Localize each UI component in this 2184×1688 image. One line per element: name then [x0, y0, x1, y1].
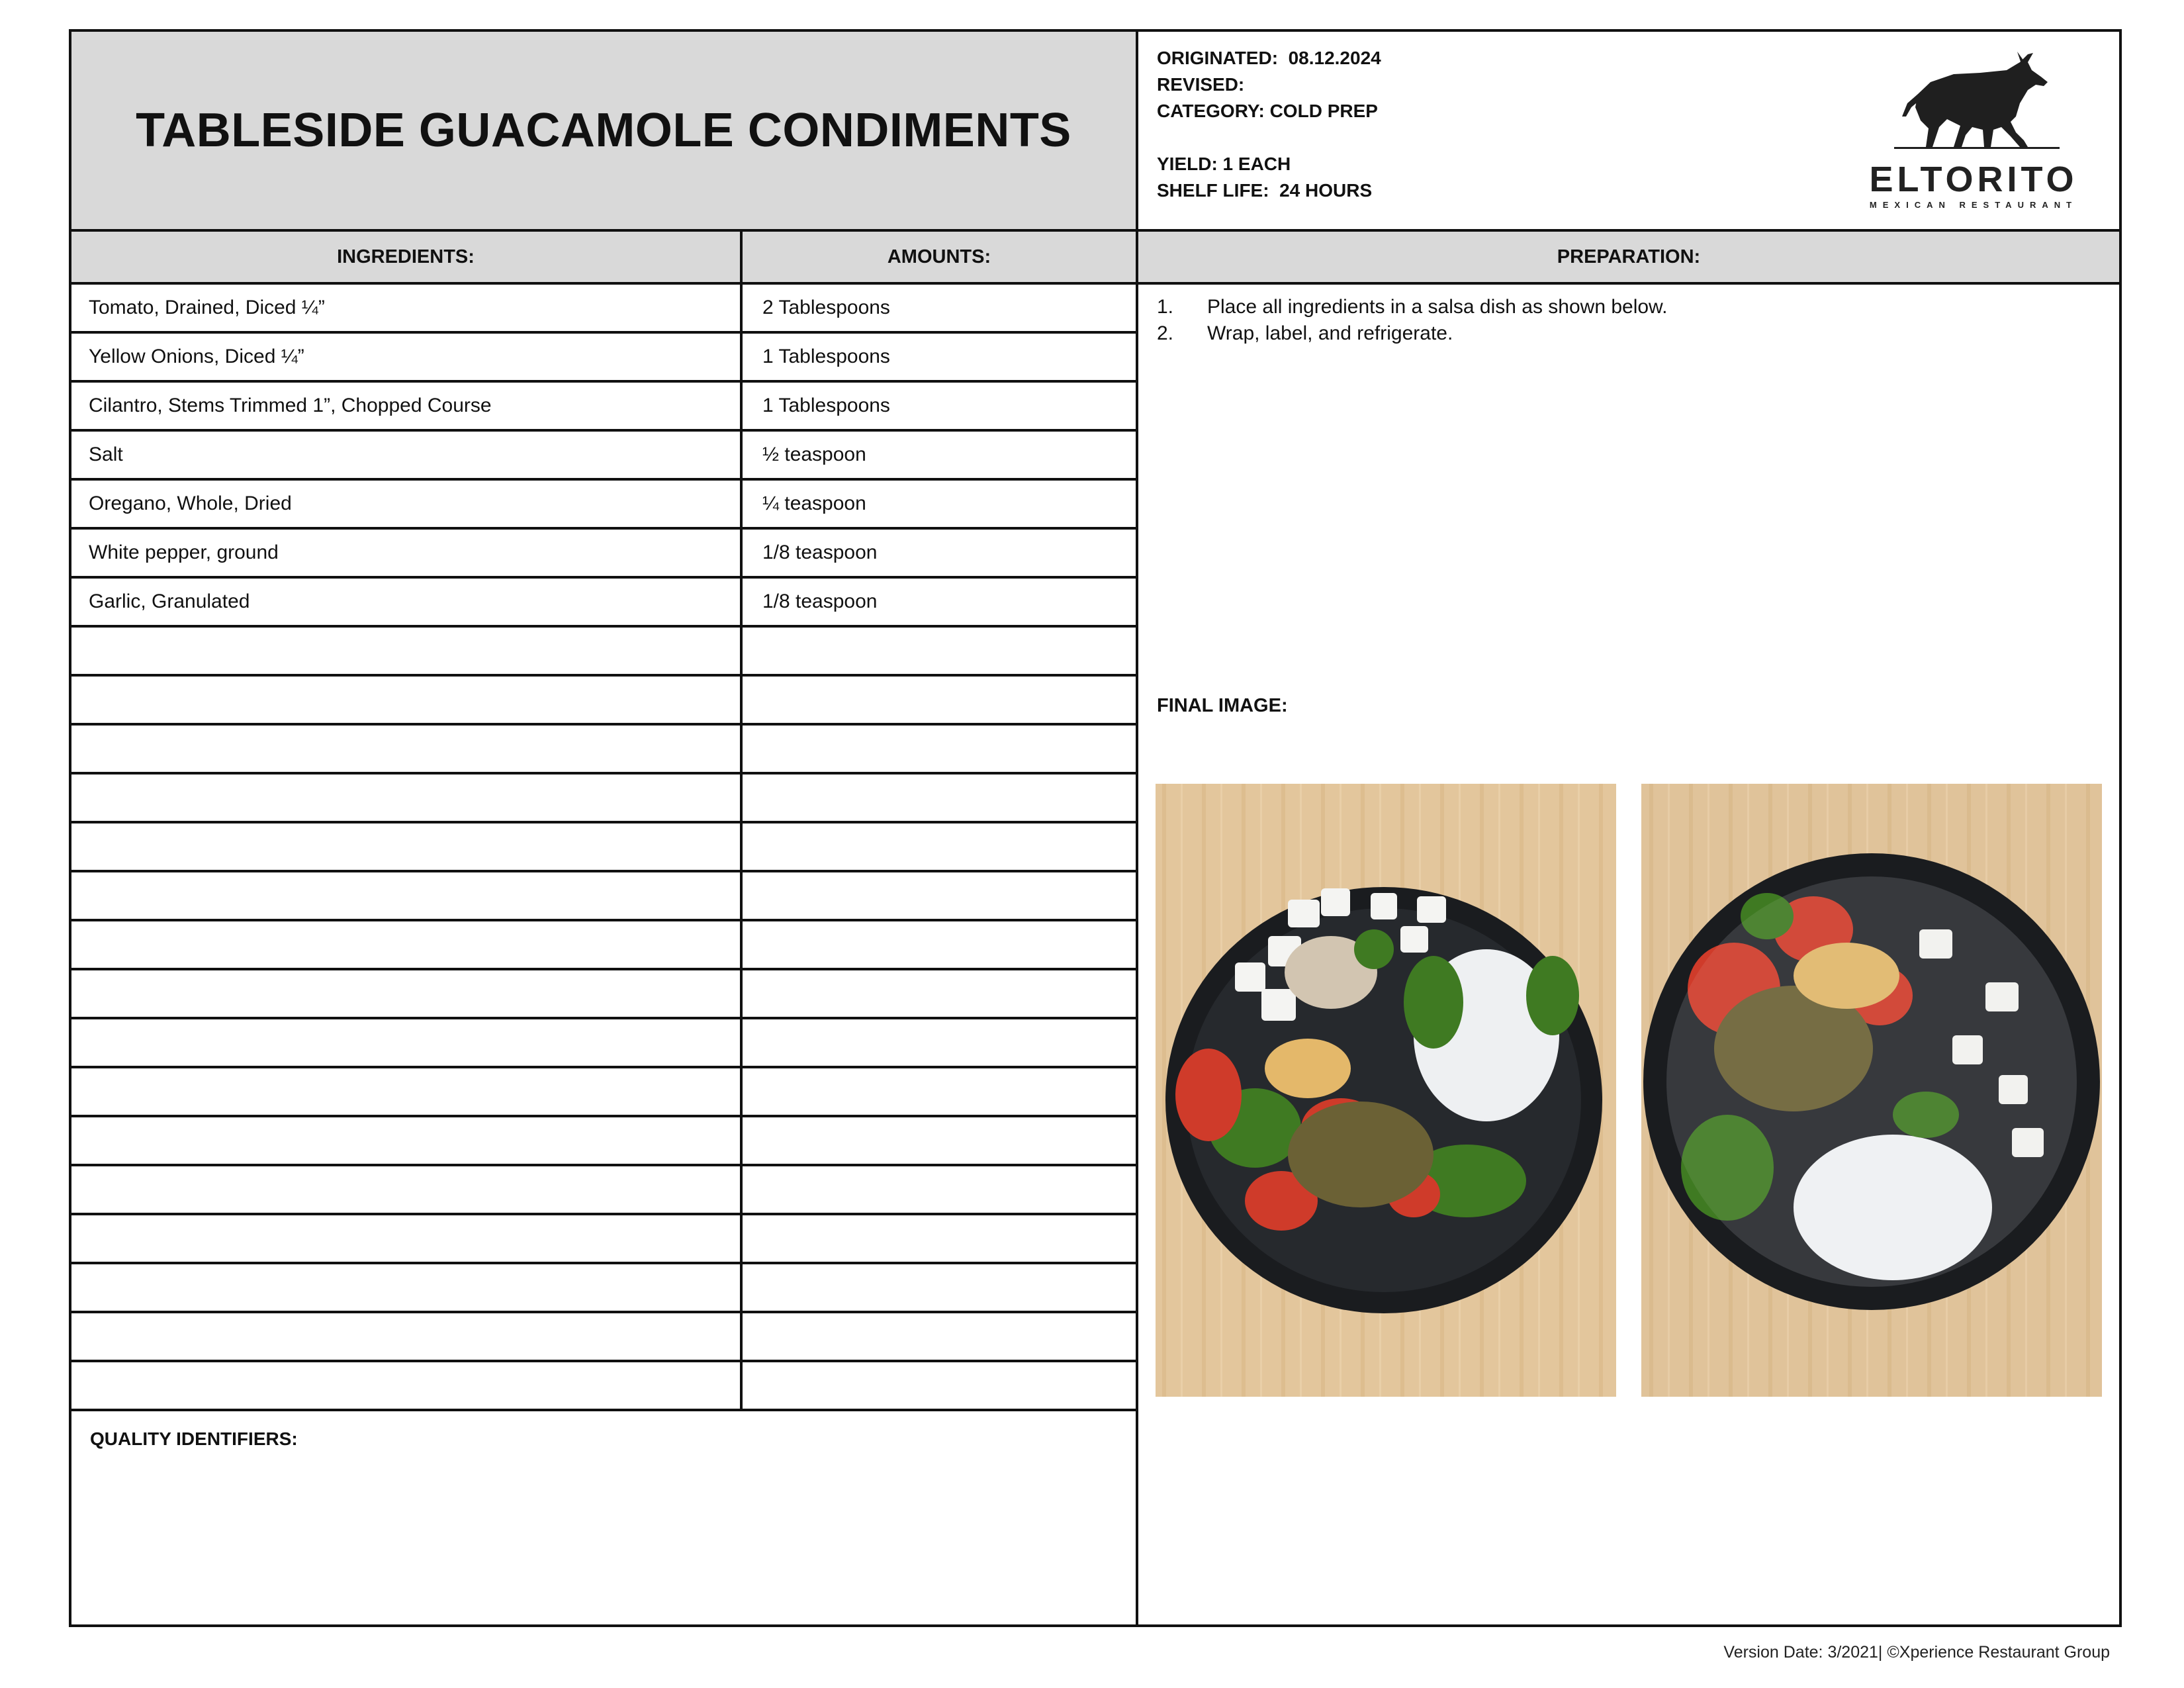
recipe-card: [69, 29, 2122, 1627]
step-number: 1.: [1157, 296, 1174, 318]
ingredient-amount: ½ teaspoon: [762, 444, 866, 465]
ingredient-row: [71, 726, 1136, 774]
ingredient-name: [71, 1166, 743, 1213]
yield: YIELD: 1 EACH: [1157, 154, 1291, 174]
ingredient-name: [71, 921, 743, 968]
ingredient-name: Garlic, Granulated: [71, 579, 743, 625]
ingredient-name: [71, 1313, 743, 1360]
ingredient-name: Salt: [71, 432, 743, 478]
ingredient-row: [71, 530, 1136, 579]
ingredient-amount: [743, 1264, 1136, 1311]
ingredient-row: [71, 1313, 1136, 1362]
preparation-header: PREPARATION:: [1557, 246, 1701, 267]
ingredient-row: [71, 1117, 1136, 1166]
ingredient-amount: [743, 628, 1136, 674]
shelf-life: SHELF LIFE: 24 HOURS: [1157, 180, 1373, 201]
recipe-meta: [1157, 45, 1381, 204]
final-image-wrapped: [1641, 784, 2102, 1397]
ingredient-row: [71, 872, 1136, 921]
ingredient-amount: 1/8 teaspoon: [762, 590, 878, 612]
meta-cell: [1138, 32, 2119, 229]
ingredient-row: [71, 921, 1136, 970]
ingredient-row: [71, 628, 1136, 677]
ingredient-amount: 1/8 teaspoon: [762, 541, 878, 563]
ingredient-row: [71, 481, 1136, 530]
quality-identifiers: [71, 1410, 1138, 1624]
ingredient-amount: [743, 970, 1136, 1017]
ingredient-name: [71, 774, 743, 821]
ingredient-name: [71, 872, 743, 919]
bull-icon: [1854, 48, 2093, 160]
category: CATEGORY: COLD PREP: [1157, 101, 1378, 121]
ingredient-row: [71, 1019, 1136, 1068]
ingredients-header: INGREDIENTS:: [71, 232, 743, 282]
final-image-label: FINAL IMAGE:: [1157, 695, 1288, 716]
ingredient-row: [71, 383, 1136, 432]
preparation-section: [1138, 285, 2119, 1624]
quality-identifiers-label: QUALITY IDENTIFIERS:: [90, 1429, 298, 1449]
ingredient-row: [71, 334, 1136, 383]
ingredient-amount: 1 Tablespoons: [762, 346, 890, 367]
originated-date: ORIGINATED: 08.12.2024: [1157, 48, 1381, 68]
ingredient-row: [71, 1215, 1136, 1264]
ingredient-amount: [743, 1313, 1136, 1360]
ingredient-row: [71, 1068, 1136, 1117]
final-image-unwrapped: [1156, 784, 1616, 1397]
preparation-steps: [1157, 294, 1667, 347]
ingredient-row: [71, 1362, 1136, 1411]
ingredient-amount: [743, 1215, 1136, 1262]
title-cell: [71, 32, 1138, 229]
ingredient-row: [71, 285, 1136, 334]
ingredient-amount: [743, 921, 1136, 968]
revised-date: REVISED:: [1157, 74, 1245, 95]
ingredient-amount: [743, 677, 1136, 723]
ingredient-name: Oregano, Whole, Dried: [71, 481, 743, 527]
logo-tagline: MEXICAN RESTAURANT: [1869, 200, 2078, 210]
ingredient-name: [71, 1117, 743, 1164]
ingredient-amount: ¼ teaspoon: [762, 492, 866, 514]
ingredient-amount: [743, 823, 1136, 870]
ingredient-name: Yellow Onions, Diced ¼”: [71, 334, 743, 380]
el-torito-logo: [1854, 48, 2093, 210]
ingredient-name: [71, 726, 743, 772]
column-header-band: [71, 229, 2119, 285]
ingredient-row: [71, 579, 1136, 628]
amounts-header: AMOUNTS:: [743, 232, 1138, 282]
ingredient-row: [71, 677, 1136, 726]
ingredient-name: Cilantro, Stems Trimmed 1”, Chopped Course: [71, 383, 743, 429]
ingredient-row: [71, 823, 1136, 872]
ingredient-row: [71, 774, 1136, 823]
ingredient-name: [71, 1264, 743, 1311]
ingredient-amount: [743, 726, 1136, 772]
step-number: 2.: [1157, 322, 1174, 344]
ingredient-amount: [743, 1019, 1136, 1066]
ingredient-amount: 1 Tablespoons: [762, 395, 890, 416]
preparation-step: [1157, 294, 1667, 320]
ingredient-name: [71, 1362, 743, 1409]
ingredient-amount: [743, 1166, 1136, 1213]
ingredient-row: [71, 432, 1136, 481]
ingredient-name: [71, 1019, 743, 1066]
version-footer: Version Date: 3/2021| ©Xperience Restaurant Group: [1723, 1643, 2110, 1662]
ingredient-name: Tomato, Drained, Diced ¼”: [71, 285, 743, 331]
ingredient-row: [71, 1264, 1136, 1313]
ingredient-amount: 2 Tablespoons: [762, 297, 890, 318]
logo-wordmark: ELTORITO: [1869, 160, 2078, 199]
recipe-title: TABLESIDE GUACAMOLE CONDIMENTS: [136, 104, 1071, 157]
ingredient-amount: [743, 1117, 1136, 1164]
ingredient-name: [71, 628, 743, 674]
ingredient-amount: [743, 872, 1136, 919]
ingredient-name: [71, 823, 743, 870]
ingredient-name: [71, 1215, 743, 1262]
ingredients-table: [71, 285, 1138, 1411]
ingredient-amount: [743, 1362, 1136, 1409]
step-text: Place all ingredients in a salsa dish as shown below.: [1207, 296, 1668, 318]
step-text: Wrap, label, and refrigerate.: [1207, 322, 1453, 344]
ingredient-row: [71, 1166, 1136, 1215]
preparation-step: [1157, 320, 1667, 347]
ingredient-name: [71, 970, 743, 1017]
ingredient-name: [71, 677, 743, 723]
ingredient-amount: [743, 1068, 1136, 1115]
ingredient-amount: [743, 774, 1136, 821]
ingredient-row: [71, 970, 1136, 1019]
ingredient-name: White pepper, ground: [71, 530, 743, 576]
ingredient-name: [71, 1068, 743, 1115]
